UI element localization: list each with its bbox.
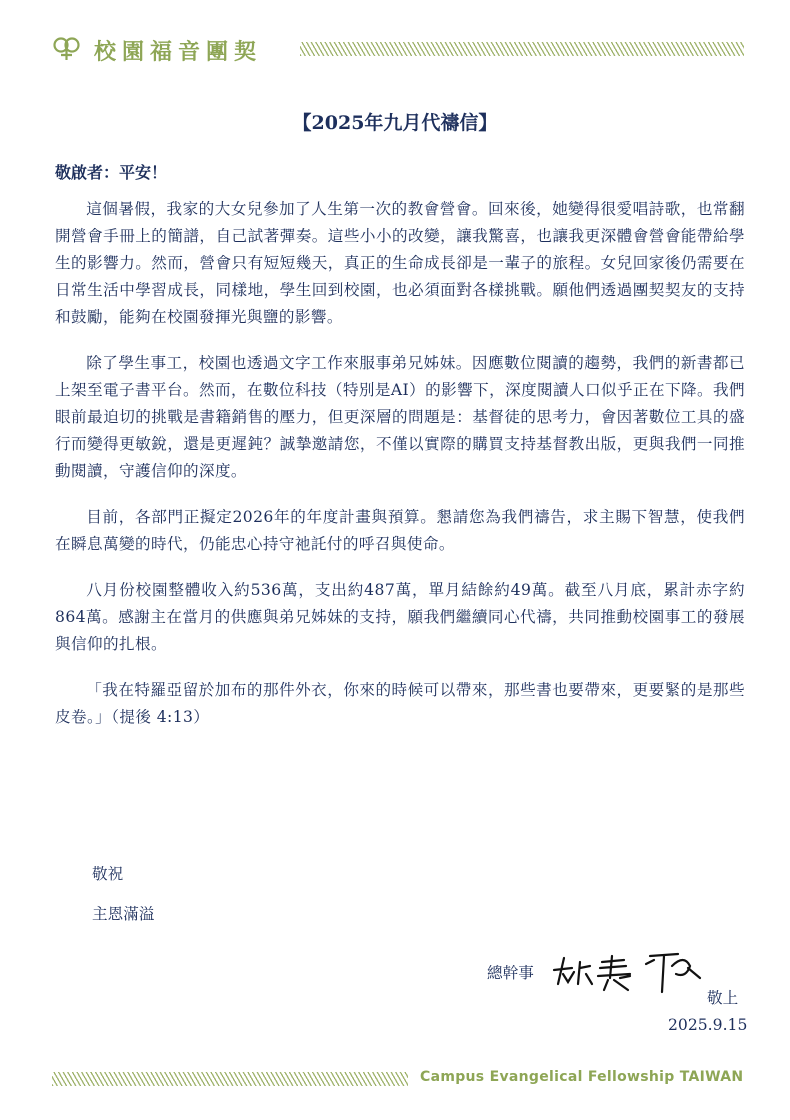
organization-name: 校園福音團契 [94,40,263,65]
paragraph-3: 目前，各部門正擬定2026年的年度計畫與預算。懇請您為我們禱告，求主賜下智慧，使我們在瞬息萬變的時代，仍能忠心持守祂託付的呼召與使命。 [55,508,745,553]
paragraph-1: 這個暑假，我家的大女兒參加了人生第一次的教會營會。回來後，她變得很愛唱詩歌，也常翻開營會手冊上的簡譜，自己試著彈奏。這些小小的改變，讓我驚喜，也讓我更深體會營會能帶給學生的影響力。然而，營會只有短短幾天，真正的生命成長卻是一輩子的旅程。女兒回家後仍需要在日常生活中學習成長，同樣地，學生回到校園，也必須面對各樣挑戰。願他們透過團契契友的支持和鼓勵，能夠在校園發揮光與鹽的影響。 [55,200,745,326]
cef-logo-icon [52,36,82,62]
signoff-respect: 敬上 [707,989,739,1007]
letter-date: 2025.9.15 [668,1016,748,1034]
letter-greeting: 敬啟者：平安！ [55,163,168,182]
footer-org-english: Campus Evangelical Fellowship TAIWAN [420,1069,744,1085]
paragraph-2: 除了學生事工，校園也透過文字工作來服事弟兄姊妹。因應數位閱讀的趨勢，我們的新書都已上架至電子書平台。然而，在數位科技（特別是AI）的影響下，深度閱讀人口似乎正在下降。我們眼前最迫切的挑戰是書籍銷售的壓力，但更深層的問題是：基督徒的思考力，會因著數位工具的盛行而變得更敏銳，還是更遲鈍？誠摯邀請您，不僅以實際的購買支持基督教出版，更與我們一同推動閱讀，守護信仰的深度。 [55,354,745,480]
signer-title: 總幹事 [487,964,534,982]
handwritten-signature-icon [550,948,705,994]
paragraph-4: 八月份校園整體收入約536萬，支出約487萬，單月結餘約49萬。截至八月底，累計赤字約 864萬。感謝主在當月的供應與弟兄姊妹的支持，願我們繼續同心代禱，共同推動校園事工的發展與信仰的扎根。 [55,581,745,653]
header-hatch-decoration [300,42,744,56]
letter-title: 【2025年九月代禱信】 [292,112,498,134]
closing-blessing: 主恩滿溢 [92,905,155,923]
letter-body [55,196,745,750]
closing-salutation: 敬祝 [92,865,124,883]
scripture-quote: 「我在特羅亞留於加布的那件外衣，你來的時候可以帶來，那些書也要帶來，更要緊的是那些皮卷。」（提後 4:13） [55,681,745,726]
footer-hatch-decoration [52,1072,408,1086]
letterhead [52,32,744,66]
